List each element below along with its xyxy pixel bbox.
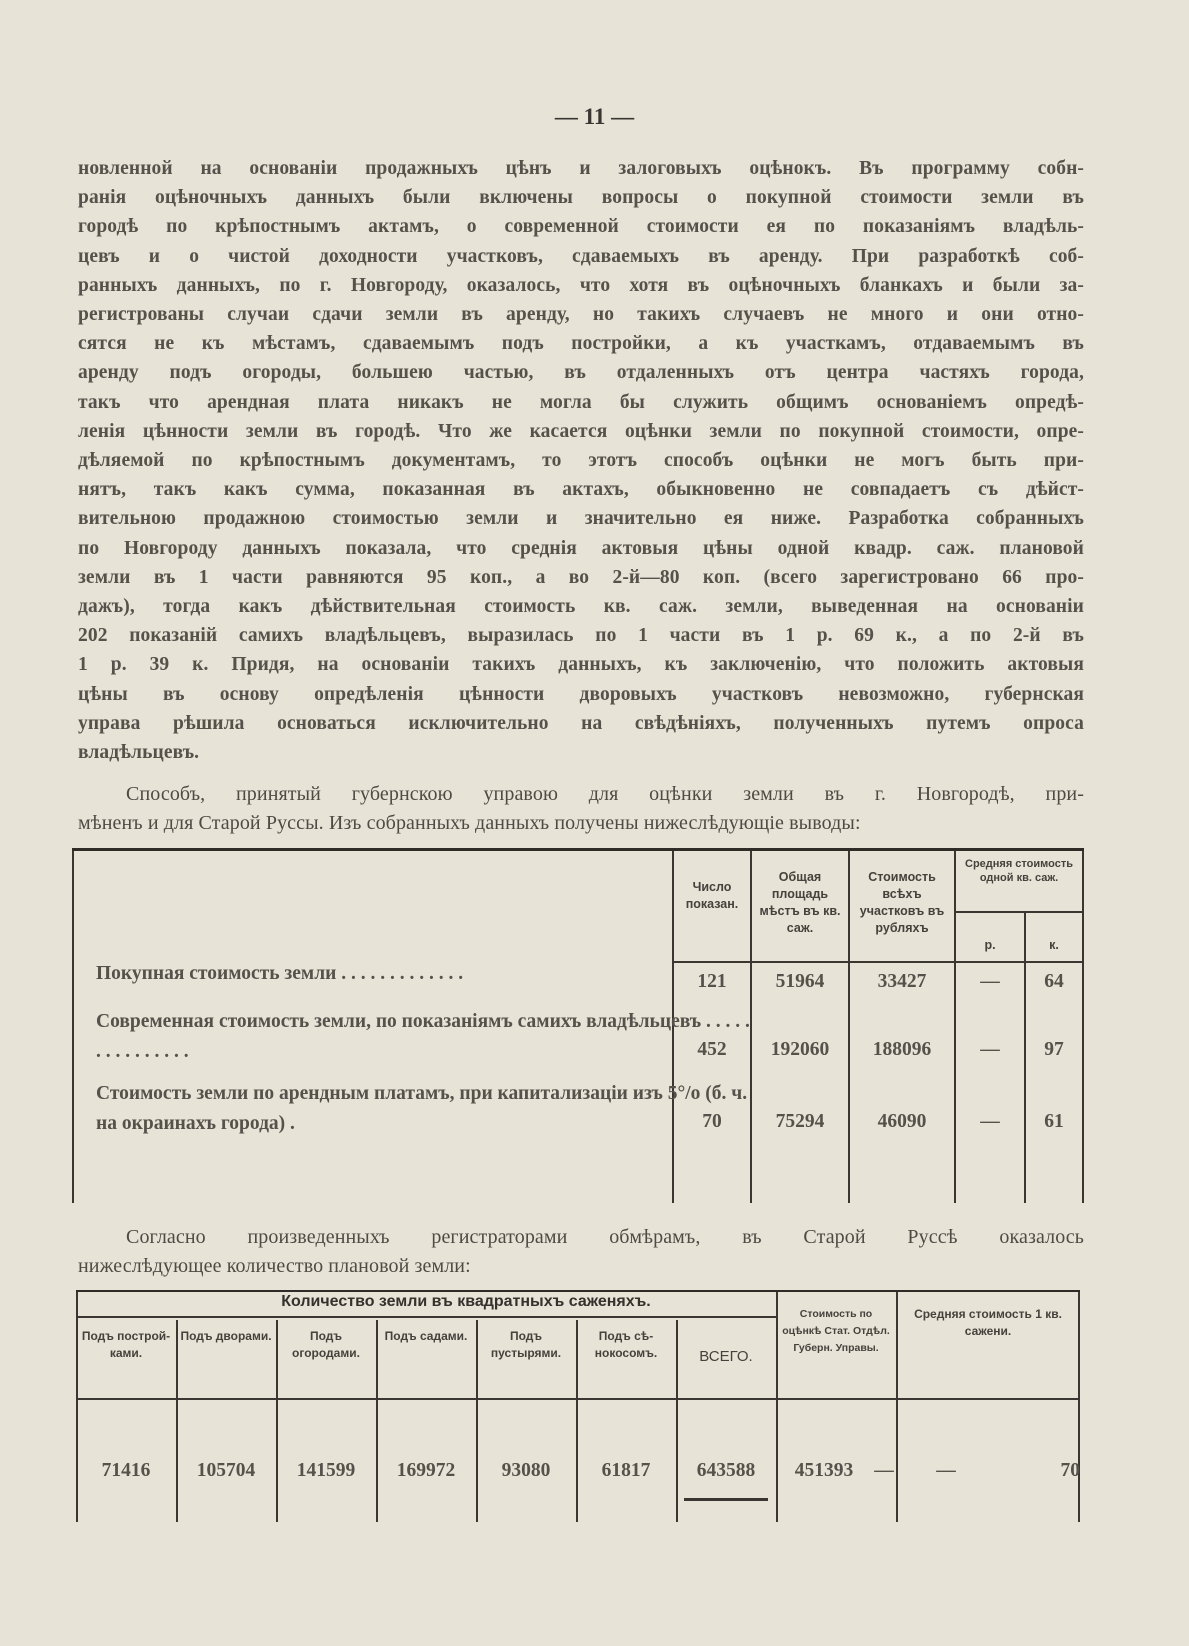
table-cell: 141599 — [296, 1460, 356, 1481]
text-line: владѣльцевъ. — [78, 742, 200, 764]
table-row-label: Стоимость земли по арендным платамъ, при капитализаціи изъ 5°/о (б. ч. на окраинахъ города) . — [96, 1083, 748, 1134]
header-hayfields: Подъ сѣ-нокосомъ. — [594, 1329, 658, 1360]
table-cell-area: 51964 — [775, 971, 825, 992]
column-divider — [896, 1292, 898, 1522]
text-line: дажъ), тогда какъ дѣйствительная стоимость кв. саж. земли, выведенная на основанiи — [78, 596, 1084, 618]
header-total: ВСЕГО. — [699, 1348, 753, 1365]
text-line: цѣны въ основу опредѣленія цѣнности дворовыхъ участковъ невозможно, губернская — [78, 683, 1084, 705]
header-average: Средняя стоимость 1 кв. сажени. — [914, 1307, 1062, 1338]
header-valuation: Стоимость по оцѣнкѣ Стат. Отдѣл. Губерн. Управы. — [782, 1308, 890, 1354]
table-cell: — — [874, 1460, 894, 1481]
text-line: ленія цѣнности земли въ городѣ. Что же касается оцѣнки земли по покупной стоимости, опре- — [78, 420, 1084, 442]
table-border-right — [1082, 851, 1084, 1203]
column-divider — [376, 1320, 378, 1522]
table-cell: 70 — [1060, 1460, 1080, 1481]
header-kopecks: к. — [1049, 938, 1059, 952]
text-line: Способъ, принятый губернскою управою для оцѣнки земли въ г. Новгородѣ, при- — [126, 783, 1084, 805]
table-cell-k: 61 — [1044, 1111, 1064, 1132]
table-row-label: Покупная стоимость земли . . . . . . . . . . . . . — [96, 963, 464, 984]
header-wastelands: Подъ пустырями. — [490, 1329, 562, 1360]
text-line: управа рѣшила основаться исключительно на свѣдѣніяхъ, полученныхъ путемъ опроса — [78, 712, 1084, 734]
header-rule — [954, 911, 1084, 913]
paragraph-2 — [78, 780, 1084, 838]
header-rule — [76, 1316, 776, 1318]
valuation-table — [72, 848, 1084, 1203]
text-line: по Новгороду данныхъ показала, что среднія актовыя цѣны одной квадр. саж. плановой — [78, 537, 1084, 559]
table-cell-k: 97 — [1044, 1039, 1064, 1060]
land-area-table — [76, 1290, 1080, 1522]
header-rubles: р. — [984, 938, 996, 952]
text-line: сятся не къ мѣстамъ, сдаваемымъ подъ постройки, а къ участкамъ, отдаваемымъ въ — [78, 333, 1084, 355]
header-orchards: Подъ садами. — [384, 1329, 468, 1343]
header-average: Средняя стоимость одной кв. саж. — [965, 858, 1073, 884]
total-underline — [684, 1498, 768, 1501]
text-line: ранныхъ данныхъ, по г. Новгороду, оказалось, что хотя въ оцѣночныхъ бланкахъ и были за- — [78, 274, 1084, 296]
header-area: Общая площадь мѣстъ въ кв. саж. — [759, 870, 841, 935]
text-line: 1 р. 39 к. Придя, на основанiи такихъ данныхъ, къ заключенію, что положить актовыя — [78, 654, 1084, 676]
header-value: Стоимость всѣхъ участковъ въ рубляхъ — [859, 870, 945, 935]
text-line: цевъ и о чистой доходности участковъ, сдаваемыхъ въ аренду. При разработкѣ соб- — [78, 245, 1084, 267]
table-cell-area: 192060 — [770, 1039, 830, 1060]
column-divider — [476, 1320, 478, 1522]
table-cell-count: 70 — [702, 1111, 722, 1132]
table-cell-count: 121 — [697, 971, 727, 992]
header-buildings: Подъ построй-ками. — [81, 1329, 171, 1360]
text-line: новленной на основанiи продажныхъ цѣнъ и залоговыхъ оцѣнокъ. Въ программу собн- — [78, 158, 1084, 179]
table-supertitle: Количество земли въ квадратныхъ саженяхъ. — [281, 1293, 651, 1310]
table-cell: 93080 — [501, 1460, 551, 1481]
table-cell-value: 46090 — [877, 1111, 927, 1132]
text-line: нижеслѣдующее количество плановой земли: — [78, 1255, 471, 1278]
paragraph-1 — [78, 154, 1084, 767]
text-line: регистрованы случаи сдачи земли въ аренду, но такихъ случаевъ не много и они отно- — [78, 304, 1084, 326]
table-cell-k: 64 — [1044, 971, 1064, 992]
table-border-left — [76, 1292, 78, 1522]
column-divider — [276, 1320, 278, 1522]
text-line: вительною продажною стоимостью земли и значительно ея ниже. Разработка собранныхъ — [78, 508, 1084, 530]
text-line: мѣненъ и для Старой Руссы. Изъ собранныхъ данныхъ получены нижеслѣдующіе выводы: — [78, 812, 861, 835]
table-cell: 61817 — [601, 1460, 651, 1481]
column-divider — [676, 1320, 678, 1522]
table-cell: 643588 — [696, 1460, 756, 1481]
table-cell: — — [936, 1460, 956, 1481]
paragraph-3 — [78, 1223, 1084, 1281]
table-border-left — [72, 851, 74, 1203]
text-line: земли въ 1 части равняются 95 коп., а во 2-й—80 коп. (всего зарегистровано 66 про- — [78, 566, 1084, 588]
text-line: Согласно произведенныхъ регистраторами обмѣрамъ, въ Старой Руссѣ оказалось — [126, 1226, 1084, 1248]
table-border-right — [1078, 1292, 1080, 1522]
text-line: такъ что арендная плата никакъ не могла бы служить общимъ основаніемъ опредѣ- — [78, 391, 1084, 413]
table-cell-r: — — [980, 1111, 1000, 1132]
text-line: городѣ по крѣпостнымъ актамъ, о современной стоимости ея по показаніямъ владѣль- — [78, 216, 1084, 238]
text-line: нятъ, такъ какъ сумма, показанная въ актахъ, обыкновенно не совпадаетъ съ дѣйст- — [78, 479, 1084, 501]
table-cell-count: 452 — [697, 1039, 727, 1060]
header-gardens: Подъ огородами. — [292, 1329, 360, 1360]
header-yards: Подъ дворами. — [180, 1329, 272, 1343]
table-cell: 71416 — [101, 1460, 151, 1481]
table-cell-value: 33427 — [877, 971, 927, 992]
table-row-label: Современная стоимость земли, по показаніямъ самихъ владѣльцевъ . . . . . . . . . . . . . . . — [96, 1011, 750, 1062]
column-divider — [954, 851, 956, 1203]
table-cell-r: — — [980, 971, 1000, 992]
table-cell-r: — — [980, 1039, 1000, 1060]
text-line: ранія оцѣночныхъ данныхъ были включены вопросы о покупной стоимости земли въ — [78, 187, 1084, 209]
text-line: 202 показаній самихъ владѣльцевъ, выразилась по 1 части въ 1 р. 69 к., а по 2-й въ — [78, 625, 1084, 647]
table-cell: 105704 — [196, 1460, 256, 1481]
column-divider — [776, 1292, 778, 1522]
page-number: — 11 — — [554, 104, 635, 129]
table-cell-area: 75294 — [775, 1111, 825, 1132]
column-divider — [176, 1320, 178, 1522]
text-line: аренду подъ огороды, большею частью, въ отдаленныхъ отъ центра частяхъ города, — [78, 362, 1084, 384]
table-cell: 451393 — [794, 1460, 854, 1481]
column-divider — [576, 1320, 578, 1522]
table-cell-value: 188096 — [872, 1039, 932, 1060]
text-line: дѣляемой по крѣпостнымъ документамъ, то этотъ способъ оцѣнки не могъ быть при- — [78, 450, 1084, 472]
header-rule — [76, 1398, 1080, 1400]
header-count: Число показан. — [685, 880, 739, 911]
table-cell: 169972 — [396, 1460, 456, 1481]
